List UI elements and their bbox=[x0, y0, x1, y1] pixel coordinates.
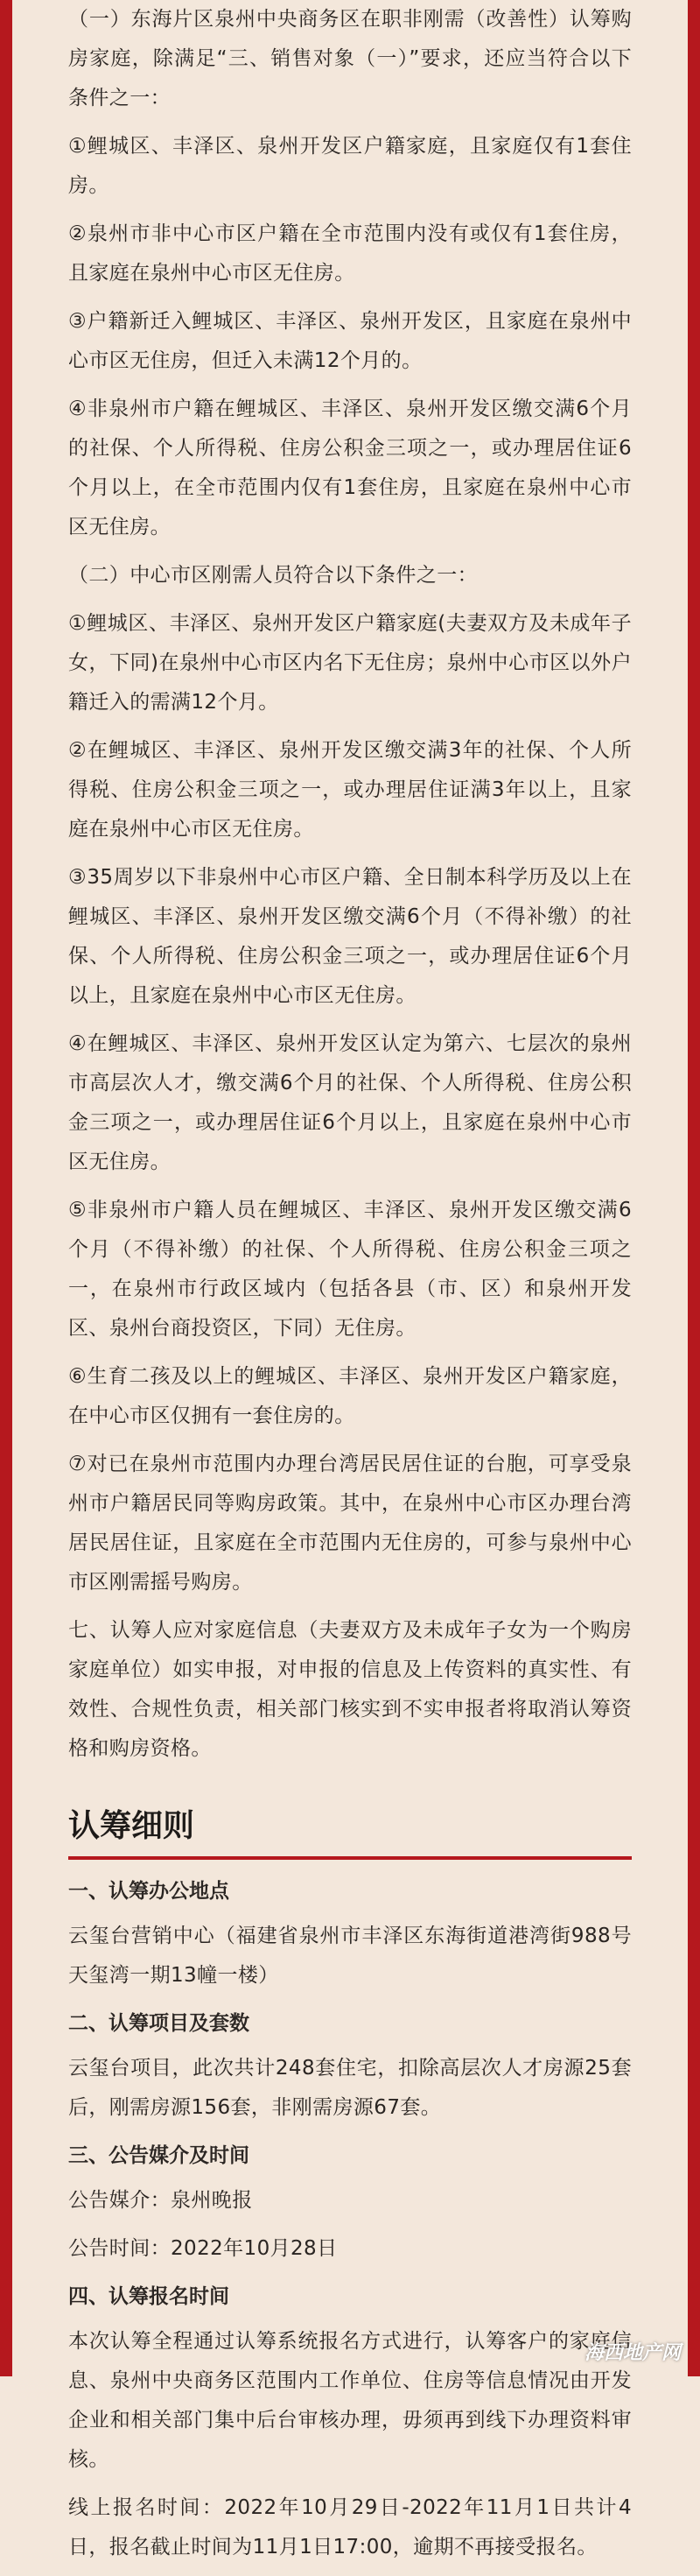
paragraph: ①鲤城区、丰泽区、泉州开发区户籍家庭(夫妻双方及未成年子女，下同)在泉州中心市区内名下无住房；泉州中心市区以外户籍迁入的需满12个月。 bbox=[68, 612, 632, 714]
paragraph: ④在鲤城区、丰泽区、泉州开发区认定为第六、七层次的泉州市高层次人才，缴交满6个月的社保、个人所得税、住房公积金三项之一，或办理居住证6个月以上，且家庭在泉州中心市区无住房。 bbox=[68, 1032, 632, 1173]
paragraph: ②在鲤城区、丰泽区、泉州开发区缴交满3年的社保、个人所得税、住房公积金三项之一，或办理居住证满3年以上，且家庭在泉州中心市区无住房。 bbox=[68, 739, 632, 841]
item-heading: 三、公告媒介及时间 bbox=[68, 2144, 249, 2167]
paragraph: （二）中心市区刚需人员符合以下条件之一： bbox=[68, 564, 478, 587]
section-item bbox=[68, 1872, 632, 1995]
document-body bbox=[68, 0, 632, 2576]
paragraph: ⑦对已在泉州市范围内办理台湾居民居住证的台胞，可享受泉州市户籍居民同等购房政策。其中，在泉州中心市区办理台湾居民居住证，且家庭在全市范围内无住房的，可参与泉州中心市区刚需摇号购房。 bbox=[68, 1453, 632, 1594]
item-heading: 一、认筹办公地点 bbox=[68, 1880, 229, 1903]
section-divider bbox=[68, 1856, 632, 1860]
paragraph: ⑥生育二孩及以上的鲤城区、丰泽区、泉州开发区户籍家庭，在中心市区仅拥有一套住房的。 bbox=[68, 1365, 632, 1427]
paragraph: ③户籍新迁入鲤城区、丰泽区、泉州开发区，且家庭在泉州中心市区无住房，但迁入未满12个月的。 bbox=[68, 310, 632, 372]
paragraph: ③35周岁以下非泉州中心市区户籍、全日制本科学历及以上在鲤城区、丰泽区、泉州开发区缴交满6个月（不得补缴）的社保、个人所得税、住房公积金三项之一，或办理居住证6个月以上，且家庭在泉州中心市区无住房。 bbox=[68, 866, 632, 1007]
item-text: 线上报名时间：2022年10月29日-2022年11月1日共计4日，报名截止时间为11月1日17:00，逾期不再接受报名。 bbox=[68, 2496, 632, 2558]
watermark-logo: 海西地产网 bbox=[584, 2342, 681, 2364]
item-heading: 二、认筹项目及套数 bbox=[68, 2012, 249, 2035]
section-title: 认筹细则 bbox=[68, 1808, 195, 1844]
paragraph: ⑤非泉州市户籍人员在鲤城区、丰泽区、泉州开发区缴交满6个月（不得补缴）的社保、个人所得税、住房公积金三项之一，在泉州市行政区域内（包括各县（市、区）和泉州开发区、泉州台商投资区，下同）无住房。 bbox=[68, 1199, 632, 1340]
paragraph: ①鲤城区、丰泽区、泉州开发区户籍家庭，且家庭仅有1套住房。 bbox=[68, 135, 632, 197]
right-red-border bbox=[688, 0, 700, 2376]
section-item bbox=[68, 2004, 632, 2128]
paragraph: ④非泉州市户籍在鲤城区、丰泽区、泉州开发区缴交满6个月的社保、个人所得税、住房公积金三项之一，或办理居住证6个月以上，在全市范围内仅有1套住房，且家庭在泉州中心市区无住房。 bbox=[68, 398, 632, 538]
item-text: 公告时间：2022年10月28日 bbox=[68, 2237, 338, 2260]
paragraph: （一）东海片区泉州中央商务区在职非刚需（改善性）认筹购房家庭，除满足“三、销售对象（一）”要求，还应当符合以下条件之一： bbox=[68, 8, 632, 109]
item-text: 云玺台项目，此次共计248套住宅，扣除高层次人才房源25套后，刚需房源156套，非刚需房源67套。 bbox=[68, 2057, 632, 2119]
item-text: 云玺台营销中心（福建省泉州市丰泽区东海街道港湾街988号天玺湾一期13幢一楼） bbox=[68, 1925, 632, 1987]
left-red-border bbox=[0, 0, 12, 2376]
paragraph: ②泉州市非中心市区户籍在全市范围内没有或仅有1套住房，且家庭在泉州中心市区无住房。 bbox=[68, 222, 632, 285]
item-text: 本次认筹全程通过认筹系统报名方式进行，认筹客户的家庭信息、泉州中央商务区范围内工作单位、住房等信息情况由开发企业和相关部门集中后台审核办理，毋须再到线下办理资料审核。 bbox=[68, 2330, 632, 2471]
paragraph: 七、认筹人应对家庭信息（夫妻双方及未成年子女为一个购房家庭单位）如实申报，对申报的信息及上传资料的真实性、有效性、合规性负责，相关部门核实到不实申报者将取消认筹资格和购房资格。 bbox=[68, 1619, 632, 1760]
item-text: 公告媒介：泉州晚报 bbox=[68, 2189, 253, 2212]
section-item bbox=[68, 2277, 632, 2567]
item-heading: 四、认筹报名时间 bbox=[68, 2285, 229, 2308]
section-item bbox=[68, 2136, 632, 2269]
eligibility-paragraphs bbox=[68, 0, 632, 1769]
